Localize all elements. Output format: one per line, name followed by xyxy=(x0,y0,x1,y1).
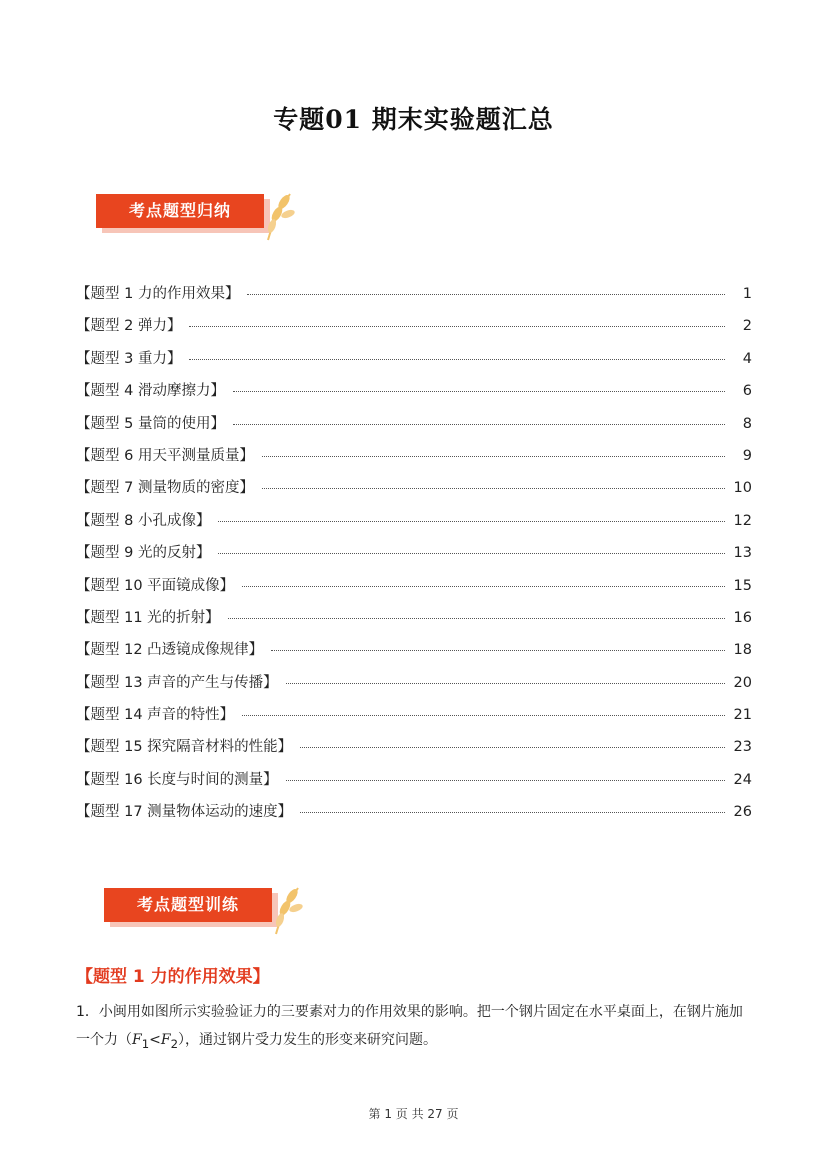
toc-entry-label[interactable]: 【题型 9 光的反射】 xyxy=(76,545,211,562)
toc-entry-label[interactable]: 【题型 16 长度与时间的测量】 xyxy=(76,771,278,788)
toc-page-number[interactable]: 26 xyxy=(733,804,752,821)
toc-entry[interactable] xyxy=(76,509,756,541)
toc-leader-dots xyxy=(228,618,725,619)
toc-leader-dots xyxy=(300,812,725,813)
toc-entry[interactable] xyxy=(76,347,756,379)
force-f2-sub: 2 xyxy=(170,1036,179,1051)
badge-dots xyxy=(104,880,143,886)
toc-leader-dots xyxy=(218,521,725,522)
toc-page-number[interactable]: 8 xyxy=(742,415,752,432)
toc-entry[interactable] xyxy=(76,574,756,606)
toc-entry[interactable] xyxy=(76,768,756,800)
toc-entry-label[interactable]: 【题型 17 测量物体运动的速度】 xyxy=(76,804,293,821)
toc-entry[interactable] xyxy=(76,444,756,476)
toc-entry-label[interactable]: 【题型 14 声音的特性】 xyxy=(76,707,235,724)
page-footer: 第 1 页 共 27 页 xyxy=(368,1107,459,1121)
toc-leader-dots xyxy=(271,650,725,651)
toc-page-number[interactable]: 13 xyxy=(733,545,752,562)
toc-entry[interactable] xyxy=(76,541,756,573)
toc-page-number[interactable]: 15 xyxy=(733,577,752,594)
toc-leader-dots xyxy=(286,780,725,781)
table-of-contents xyxy=(76,282,756,833)
toc-entry-label[interactable]: 【题型 10 平面镜成像】 xyxy=(76,577,235,594)
summary-badge-label: 考点题型归纳 xyxy=(96,194,264,228)
toc-page-number[interactable]: 18 xyxy=(733,642,752,659)
toc-page-number[interactable]: 10 xyxy=(733,480,752,497)
toc-entry[interactable] xyxy=(76,476,756,508)
question-text xyxy=(76,998,756,1058)
toc-entry-label[interactable]: 【题型 2 弹力】 xyxy=(76,318,182,335)
toc-leader-dots xyxy=(242,715,725,716)
force-f2: F xyxy=(160,1032,171,1048)
toc-entry[interactable] xyxy=(76,379,756,411)
toc-entry[interactable] xyxy=(76,800,756,832)
toc-page-number[interactable]: 9 xyxy=(742,447,752,464)
less-than-sign: < xyxy=(149,1032,161,1048)
toc-entry[interactable] xyxy=(76,638,756,670)
toc-page-number[interactable]: 23 xyxy=(733,739,752,756)
toc-entry-label[interactable]: 【题型 11 光的折射】 xyxy=(76,609,220,626)
toc-entry-label[interactable]: 【题型 7 测量物质的密度】 xyxy=(76,480,254,497)
training-badge-label: 考点题型训练 xyxy=(104,888,272,922)
toc-entry-label[interactable]: 【题型 6 用天平测量质量】 xyxy=(76,447,254,464)
question-part1: 1．小闽用如图所示实验验证力的三要素对力的作用效果的影响。把一个钢片固定在水平桌面上，在钢片施加一个力（ xyxy=(76,1004,743,1048)
toc-page-number[interactable]: 20 xyxy=(733,674,752,691)
toc-leader-dots xyxy=(218,553,725,554)
toc-entry[interactable] xyxy=(76,314,756,346)
toc-page-number[interactable]: 4 xyxy=(742,350,752,367)
wheat-leaf-icon xyxy=(268,882,304,936)
summary-badge xyxy=(96,186,296,246)
toc-page-number[interactable]: 21 xyxy=(733,707,752,724)
toc-entry[interactable] xyxy=(76,412,756,444)
toc-entry[interactable] xyxy=(76,606,756,638)
toc-leader-dots xyxy=(262,488,725,489)
toc-entry[interactable] xyxy=(76,282,756,314)
toc-entry[interactable] xyxy=(76,703,756,735)
toc-page-number[interactable]: 12 xyxy=(733,512,752,529)
toc-page-number[interactable]: 2 xyxy=(742,318,752,335)
toc-page-number[interactable]: 16 xyxy=(733,609,752,626)
toc-entry-label[interactable]: 【题型 5 量筒的使用】 xyxy=(76,415,225,432)
toc-page-number[interactable]: 6 xyxy=(742,383,752,400)
toc-leader-dots xyxy=(242,586,725,587)
toc-leader-dots xyxy=(262,456,725,457)
toc-entry-label[interactable]: 【题型 13 声音的产生与传播】 xyxy=(76,674,278,691)
toc-leader-dots xyxy=(300,747,725,748)
toc-entry[interactable] xyxy=(76,735,756,767)
toc-entry-label[interactable]: 【题型 1 力的作用效果】 xyxy=(76,286,240,302)
toc-entry-label[interactable]: 【题型 15 探究隔音材料的性能】 xyxy=(76,739,293,756)
toc-entry-label[interactable]: 【题型 3 重力】 xyxy=(76,350,182,367)
toc-page-number[interactable]: 24 xyxy=(733,771,752,788)
document-title: 专题01 期末实验题汇总 xyxy=(273,105,554,134)
toc-leader-dots xyxy=(233,424,725,425)
toc-entry-label[interactable]: 【题型 4 滑动摩擦力】 xyxy=(76,383,225,400)
toc-leader-dots xyxy=(233,391,725,392)
toc-entry-label[interactable]: 【题型 12 凸透镜成像规律】 xyxy=(76,642,264,659)
wheat-leaf-icon xyxy=(260,188,296,242)
toc-leader-dots xyxy=(286,683,725,684)
badge-dots xyxy=(96,186,135,192)
toc-leader-dots xyxy=(189,326,725,327)
toc-page-number[interactable]: 1 xyxy=(742,286,752,302)
toc-leader-dots xyxy=(247,294,725,295)
section-heading: 【题型 1 力的作用效果】 xyxy=(76,967,270,987)
toc-leader-dots xyxy=(189,359,725,360)
toc-entry-label[interactable]: 【题型 8 小孔成像】 xyxy=(76,512,211,529)
force-f1-sub: 1 xyxy=(141,1036,150,1051)
question-part2: ），通过钢片受力发生的形变来研究问题。 xyxy=(178,1032,438,1048)
force-f1: F xyxy=(132,1032,142,1048)
training-badge xyxy=(104,880,304,940)
toc-entry[interactable] xyxy=(76,671,756,703)
